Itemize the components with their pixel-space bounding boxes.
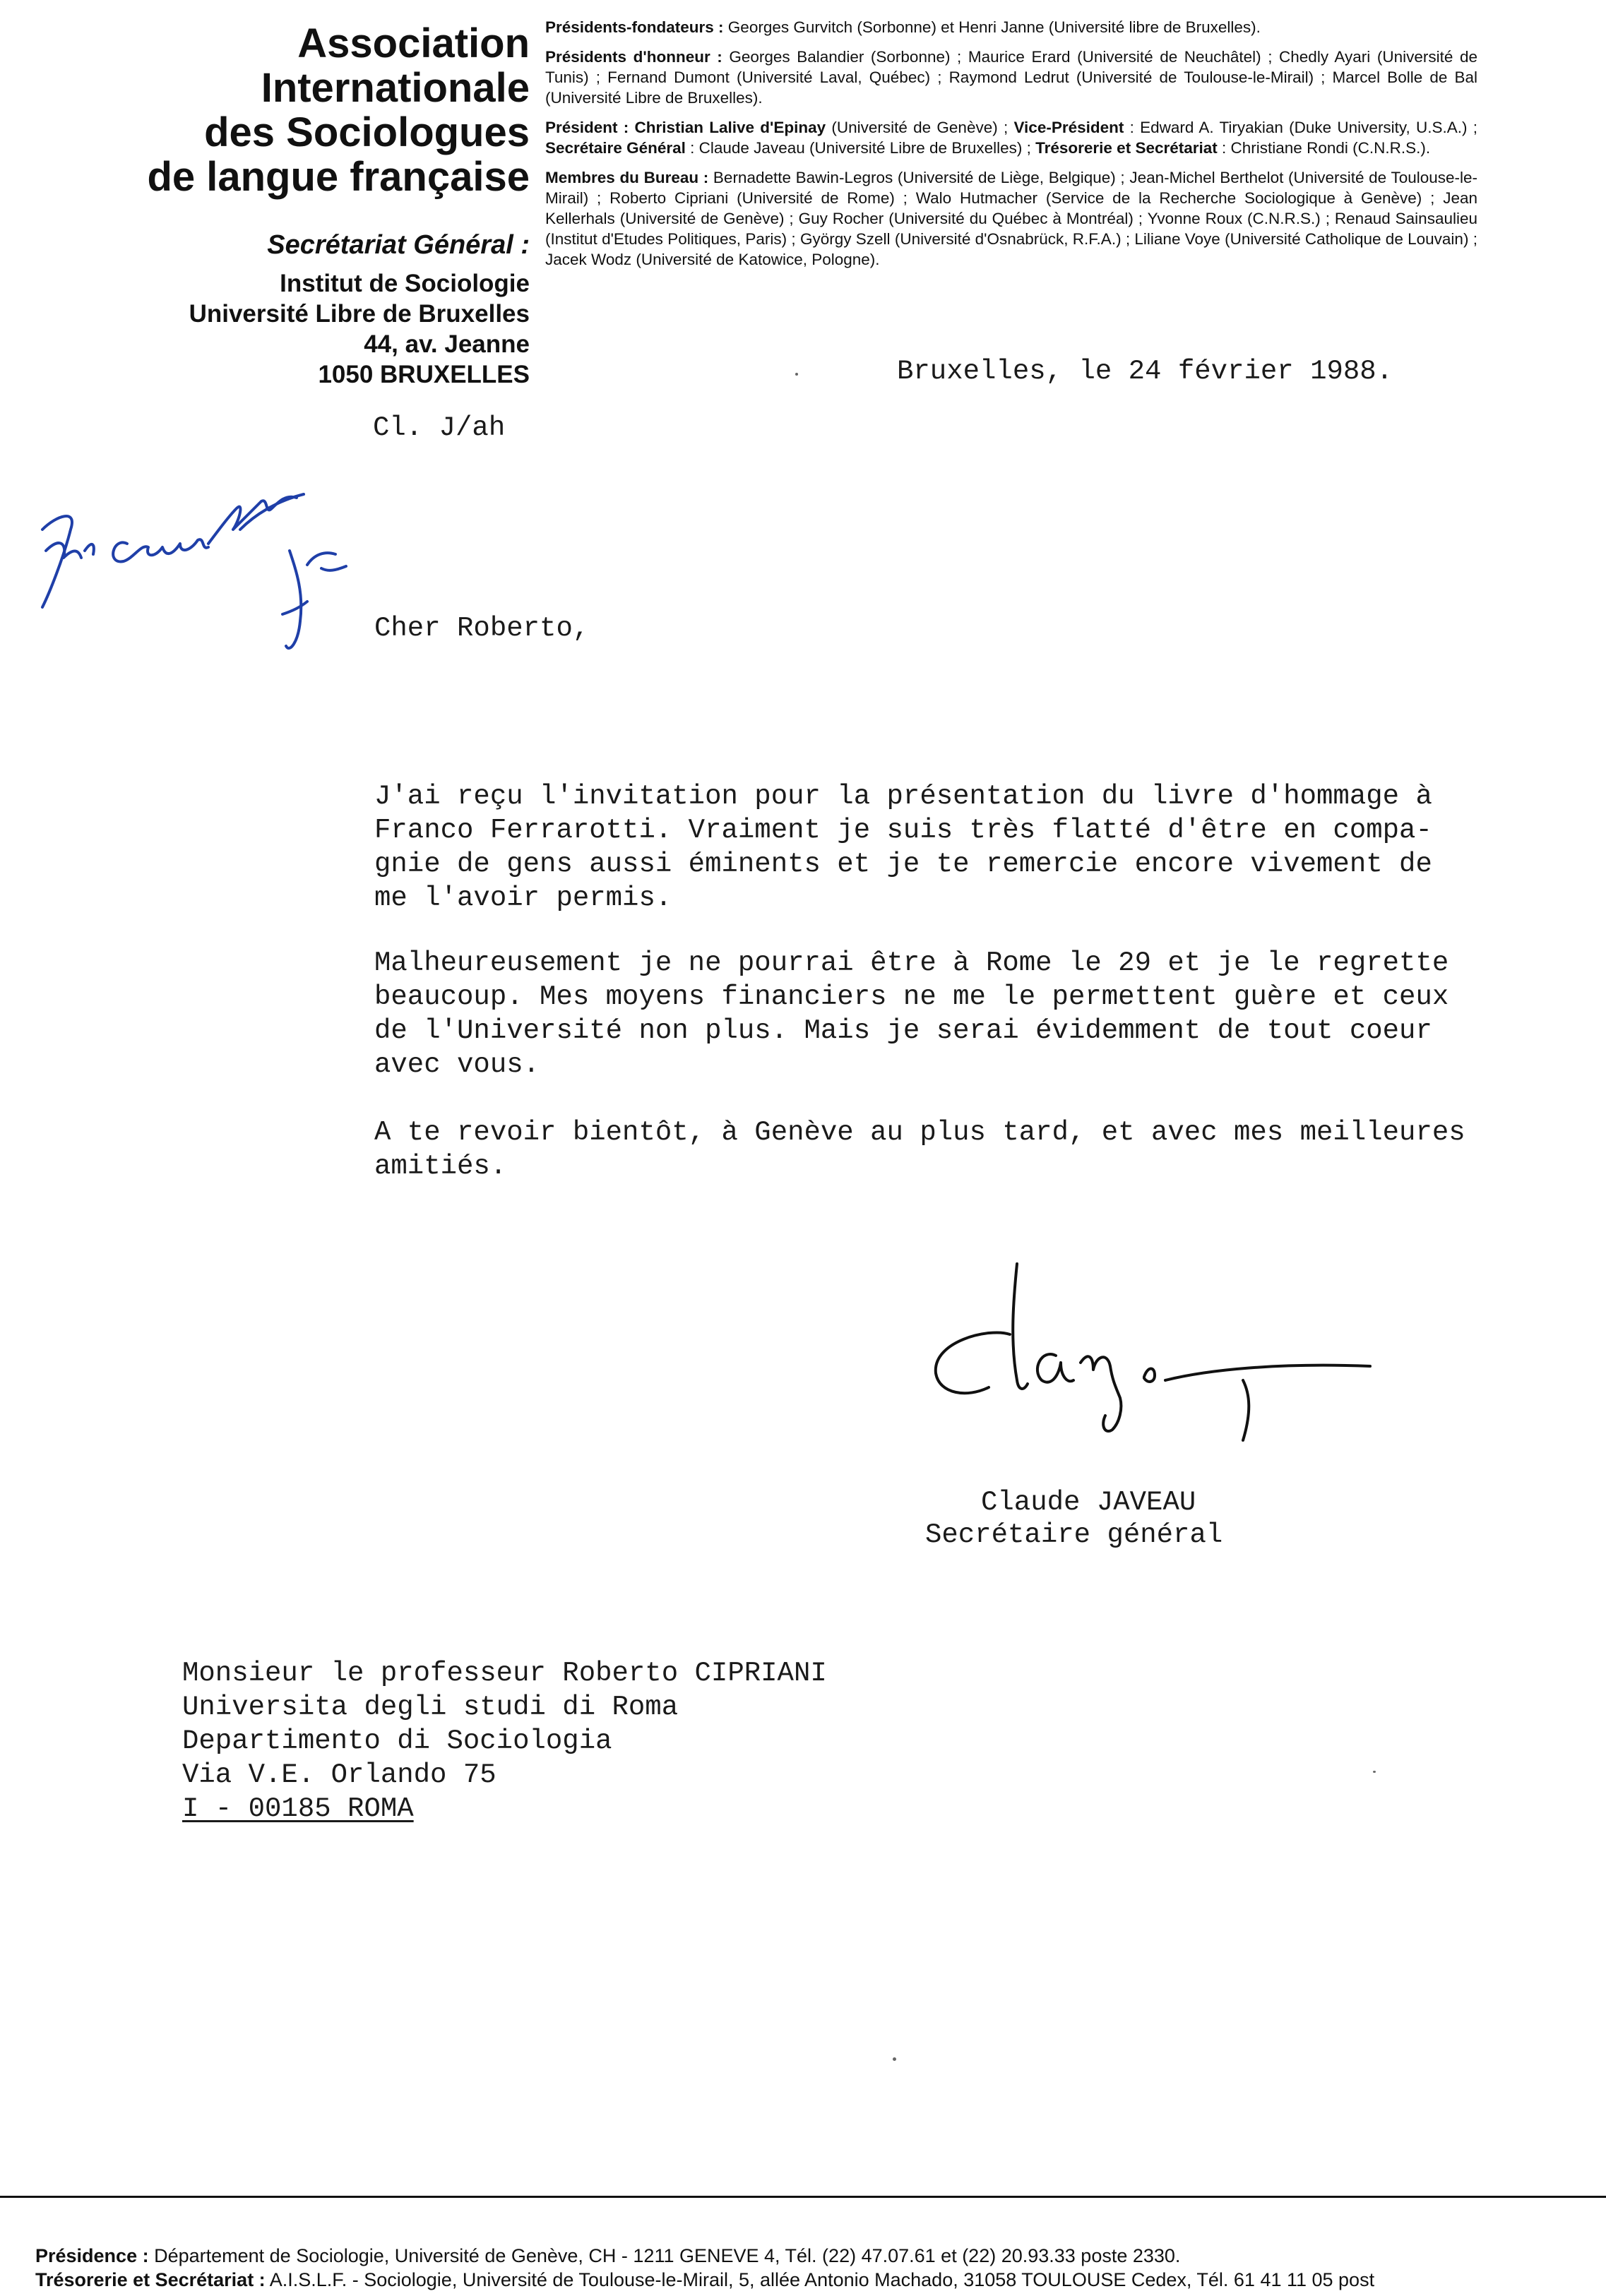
footer-presidence-label: Présidence : [35, 2245, 149, 2266]
secretariat-address-line: Institut de Sociologie [280, 270, 530, 297]
secretariat-address [189, 268, 530, 390]
founders-text: Georges Gurvitch (Sorbonne) et Henri Janne (Université libre de Bruxelles). [723, 18, 1261, 36]
body-paragraph-3 [374, 1116, 1589, 1183]
bureau-label: Membres du Bureau : [545, 169, 709, 186]
reference: Cl. J/ah [373, 412, 506, 443]
secgen-text: : Claude Javeau (Université Libre de Bruxelles) ; [685, 139, 1036, 157]
signer-title: Secrétaire général [925, 1519, 1223, 1550]
body-paragraph-1 [374, 779, 1589, 915]
speck [795, 373, 798, 376]
body-line: A te revoir bientôt, à Genève au plus tard, et avec mes meilleures [374, 1117, 1465, 1148]
recipient-postcode: I - 00185 ROMA [182, 1793, 414, 1824]
body-line: avec vous. [374, 1049, 540, 1080]
salutation: Cher Roberto, [374, 613, 590, 644]
org-name-line-2: Internationale [261, 65, 530, 111]
speck [1373, 1771, 1376, 1773]
footer-tresorerie [35, 2268, 1606, 2292]
organization-name [147, 21, 530, 199]
secretariat-address-line: 44, av. Jeanne [364, 330, 530, 358]
recipient-line: Departimento di Sociologia [182, 1726, 612, 1757]
footer-divider [0, 2196, 1606, 2198]
org-name-line-3: des Sociologues [204, 109, 530, 155]
signature [911, 1250, 1405, 1461]
footer-presidence [35, 2244, 1606, 2268]
recipient-address [182, 1656, 827, 1826]
body-line: me l'avoir permis. [374, 883, 672, 914]
org-name-line-4: de langue française [147, 154, 530, 200]
recipient-line: Universita degli studi di Roma [182, 1692, 679, 1723]
honour-entry [545, 47, 1477, 108]
president-label: Président : Christian Lalive d'Epinay [545, 119, 826, 136]
footer-tresorerie-label: Trésorerie et Secrétariat : [35, 2269, 266, 2290]
recipient-line: Via V.E. Orlando 75 [182, 1759, 496, 1790]
body-line: Malheureusement je ne pourrai être à Rome le 29 et je le regrette [374, 947, 1449, 979]
footer-tresorerie-text: A.I.S.L.F. - Sociologie, Université de Toulouse-le-Mirail, 5, allée Antonio Machado, 31058 TOULOUSE Cedex, Tél. 61 41 11 05 post [265, 2269, 1375, 2290]
letter-date: Bruxelles, le 24 février 1988. [897, 356, 1393, 387]
vice-text: : Edward A. Tiryakian (Duke University, U.S.A.) ; [1124, 119, 1477, 136]
body-line: J'ai reçu l'invitation pour la présentation du livre d'hommage à [374, 781, 1432, 812]
bureau-text: Bernadette Bawin-Legros (Université de Liège, Belgique) ; Jean-Michel Berthelot (Université de Toulouse-le-Mirail) ; Roberto Cipriani (Université de Rome) ; Walo Hutmacher (Service de la Recherche Sociologique à Genève) ; Jean Kellerhals (Université de Genève) ; Guy Rocher (Université du Québec à Montréal) ; Yvonne Roux (C.N.R.S.) ; Renaud Sainsaulieu (Institut d'Etudes Politiques, Paris) ; György Szell (Université d'Osnabrück, R.F.A.) ; Liliane Voye (Université Catholique de Louvain) ; Jacek Wodz (Université de Katowice, Pologne). [545, 169, 1478, 268]
treasury-label: Trésorerie et Secrétariat [1035, 139, 1218, 157]
body-line: Franco Ferrarotti. Vraiment je suis très flatté d'être en compa- [374, 815, 1432, 846]
secretariat-address-line: Université Libre de Bruxelles [189, 300, 530, 328]
signer-name: Claude JAVEAU [981, 1487, 1196, 1518]
founders-label: Présidents-fondateurs : [545, 18, 724, 36]
secretariat-address-line: 1050 BRUXELLES [318, 361, 530, 388]
secretariat-title: Secrétariat Général : [267, 230, 530, 260]
footer-presidence-text: Département de Sociologie, Université de Genève, CH - 1211 GENEVE 4, Tél. (22) 47.07.61 et (22) 20.93.33 poste 2330. [148, 2245, 1181, 2266]
honour-text: Georges Balandier (Sorbonne) ; Maurice Erard (Université de Neuchâtel) ; Chedly Ayari (Université de Tunis) ; Fernand Dumont (Université Laval, Québec) ; Raymond Ledrut (Université de Toulouse-le-Mirail) ; Marcel Bolle de Bal (Université Libre de Bruxelles). [545, 48, 1477, 107]
recipient-line: Monsieur le professeur Roberto CIPRIANI [182, 1658, 827, 1689]
body-line: beaucoup. Mes moyens financiers ne me le permettent guère et ceux [374, 981, 1449, 1012]
executive-entry [545, 117, 1477, 158]
body-paragraph-2 [374, 946, 1589, 1082]
vice-label: Vice-Président [1013, 119, 1124, 136]
body-line: gnie de gens aussi éminents et je te remercie encore vivement de [374, 849, 1432, 880]
handwritten-note [28, 466, 381, 678]
body-line: de l'Université non plus. Mais je serai évidemment de tout coeur [374, 1015, 1432, 1046]
org-name-line-1: Association [297, 20, 530, 66]
body-line: amitiés. [374, 1151, 507, 1182]
speck [893, 2057, 896, 2061]
bureau-entry [545, 167, 1477, 270]
treasury-text: : Christiane Rondi (C.N.R.S.). [1217, 139, 1431, 157]
footer [35, 2244, 1606, 2292]
secgen-label: Secrétaire Général [545, 139, 686, 157]
officers-list [545, 17, 1477, 279]
honour-label: Présidents d'honneur : [545, 48, 722, 66]
president-text: (Université de Genève) ; [826, 119, 1014, 136]
founders-entry [545, 17, 1477, 37]
